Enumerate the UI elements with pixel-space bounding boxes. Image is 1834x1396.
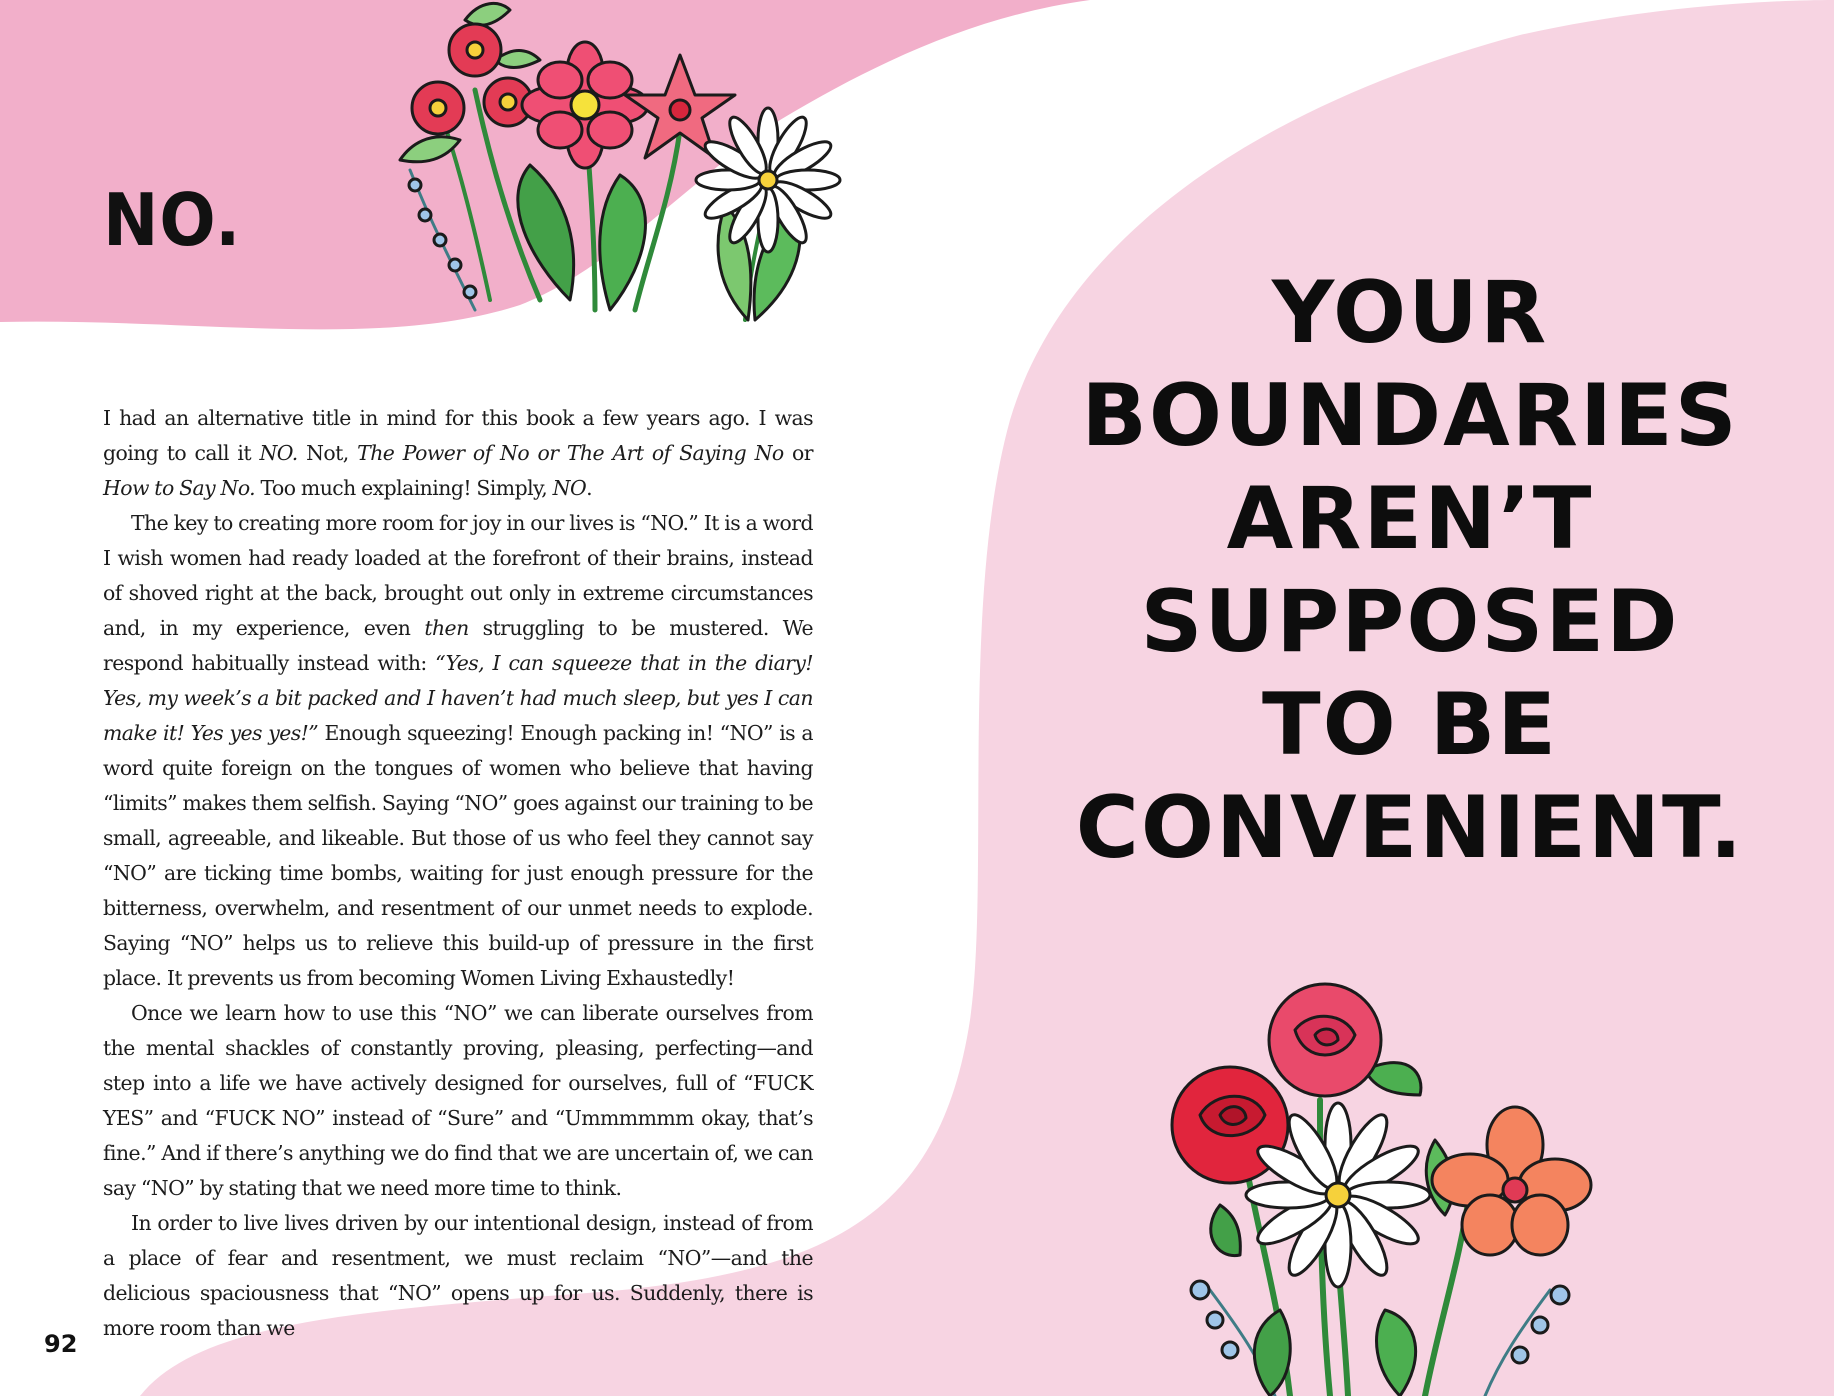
paragraph-text: The key to creating more room for joy in our lives is “NO.” It is a word I wish women had ready loaded at the forefront of their brains, instead of shoved right at the back, brought out only in extreme circumstances and, in my experience, even [103,511,813,640]
paragraph-text: Enough squeezing! Enough packing in! “NO” is a word quite foreign on the tongues of women who believe that having “limits” makes them selfish. Saying “NO” goes against our training to be small, agreeable, and likeable. But those of us who feel they cannot say “NO” are ticking time bombs, waiting for just enough pressure for the bitterness, overwhelm, and resentment of our unmet needs to explode. Saying “NO” helps us to relieve this build-up of pressure in the first place. It prevents us from becoming Women Living Exhaustedly! [103,721,814,990]
pull-quote [1060,262,1760,880]
quote-line: SUPPOSED [1140,572,1680,672]
body-paragraph [103,1206,813,1346]
italic-text: then [424,616,469,640]
paragraph-text: Not, [297,441,358,465]
italic-text: The Power of No or The Art of Saying No [357,441,784,465]
paragraph-text: Once we learn how to use this “NO” we can liberate ourselves from the mental shackles of constantly proving, pleasing, perfecting—and step into a life we have actively designed for ourselves, full of “FUCK YES” and “FUCK NO” instead of “Sure” and “Ummmmmm okay, that’s fine.” And if there’s anything we do find that we are uncertain of, we can say “NO” by stating that we need more time to think. [103,1001,813,1200]
body-paragraph [103,996,813,1206]
italic-text: “Yes, I can squeeze that in the diary! Yes, my week’s a bit packed and I haven’t had much sleep, but yes I can make it! Yes yes yes!” [103,651,813,745]
section-heading: NO. [103,178,242,262]
quote-line: YOUR [1271,263,1549,363]
page-number: 92 [44,1330,78,1358]
quote-line: TO BE [1261,675,1558,775]
top-flower-illustration [380,0,840,330]
body-text [103,401,813,1346]
paragraph-text: I had an alternative title in mind for this book a few years ago. I was going to call it [103,406,813,465]
body-paragraph [103,401,813,506]
quote-line: AREN’T [1226,469,1594,569]
italic-text: How to Say No. [103,476,256,500]
quote-line: BOUNDARIES [1081,366,1739,466]
paragraph-text: In order to live lives driven by our intentional design, instead of from a place of fear and resentment, we must reclaim “NO”—and the delicious spaciousness that “NO” opens up for us. Suddenly, there is more room than we [103,1211,813,1340]
paragraph-text: struggling to be mustered. We respond habitually instead with: [103,616,813,675]
paragraph-text: or [783,441,813,465]
italic-text: NO. [259,441,298,465]
body-paragraph [103,506,813,996]
paragraph-text: . [586,476,593,500]
quote-line: CONVENIENT. [1075,778,1745,878]
italic-text: NO [552,476,587,500]
bottom-flower-illustration [1170,990,1600,1396]
paragraph-text: Too much explaining! Simply, [255,476,553,500]
